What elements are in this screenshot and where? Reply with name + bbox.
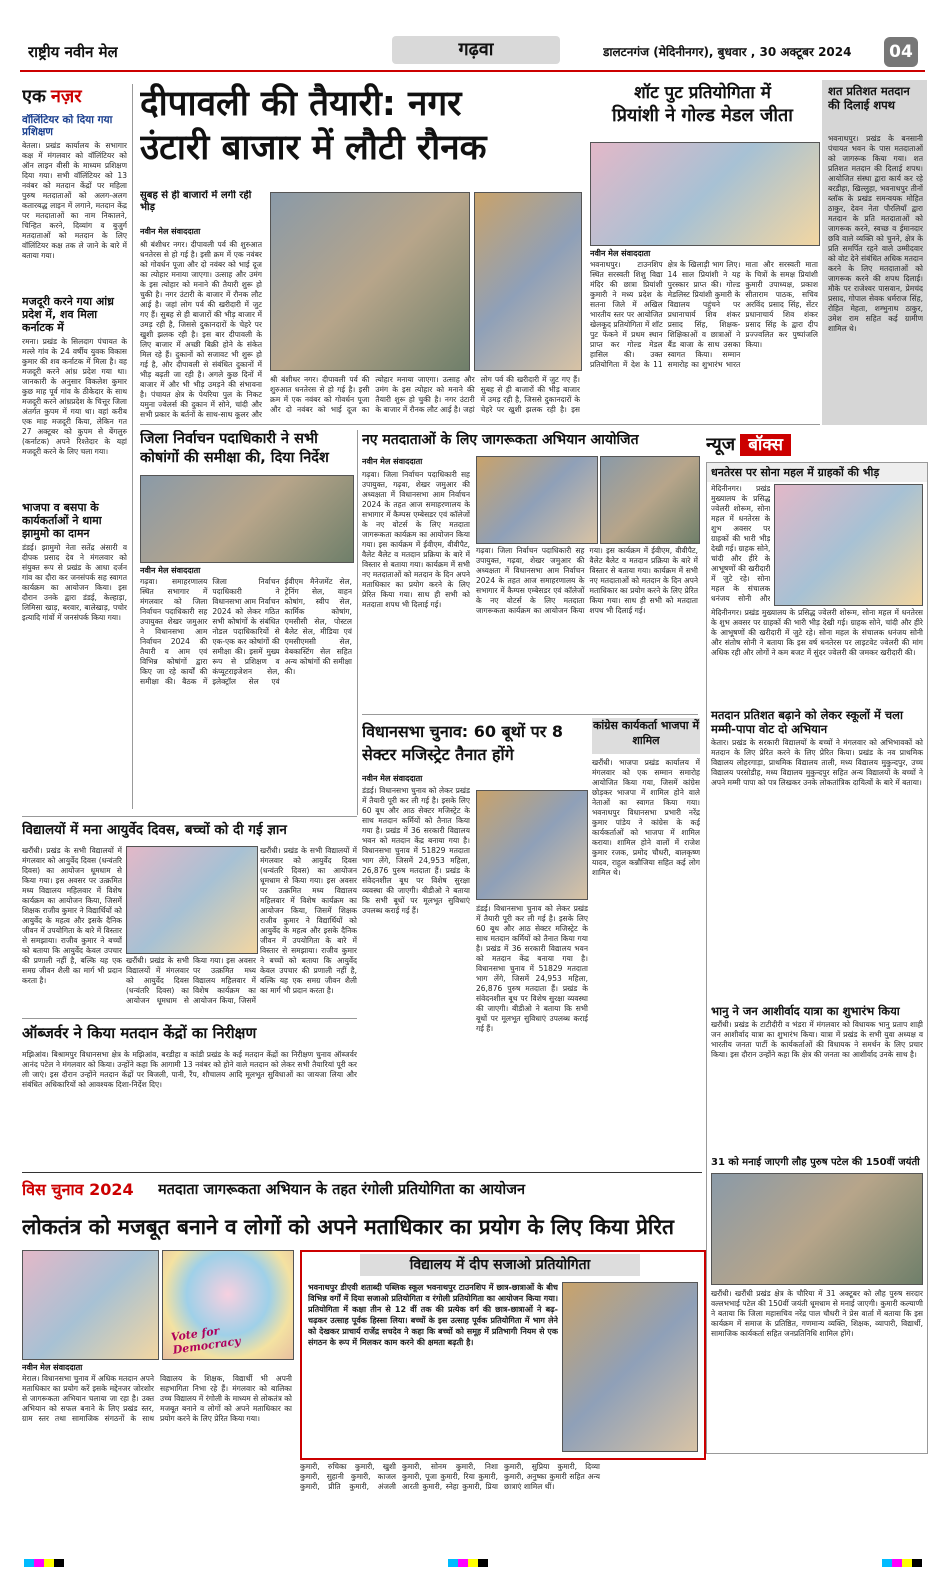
vis-chunav-text: मेराल। विधानसभा चुनाव में अधिक मतदान अपने मताधिकार का प्रयोग करें इसके मद्देनजर जोरशोर से जागरूकता अभियान चलाया जा रहा है। उक्त अभियान को सफल बनाने के लिए प्रखंड स्तर, ग्राम स्तर तथा सामाजिक संगठनों के साथ विद्यालय के शिक्षक, विद्यार्थी भी अपनी सहभागिता निभा रहे हैं। मंगलवार को बालिका उच्च विद्यालय में रंगोली के माध्यम से लोकतंत्र को मजबूत बनाने व लोगों को अपने मताधिकार का प्रयोग करने के लिए प्रेरित किया गया। [22, 1374, 292, 1423]
section-title: गढ़वा [392, 36, 560, 64]
main-byline: नवीन मेल संवाददाता [140, 227, 201, 236]
left-column [22, 114, 127, 634]
news-box-s4-title: 31 को मनाई जाएगी लौह पुरुष पटेल की 150वीं जयंती [711, 1157, 920, 1168]
main-text-col2: श्री बंशीधर नगर। दीपावली पर्व की शुरुआत धनतेरस से हो गई है। इसी क्रम में एक नवंबर को गोवर्धन पूजा और दो नवंबर को भाई दूज का त्योहार मनाया जाएगा। उत्साह और उमंग के इस त्योहार को मनाने की तैयारी शुरू हो चुकी है। नगर उंटारी के बाजार में रौनक लौट आई है। जहां लोग पर्व की खरीदारी में जुट गए हैं। सुबह से ही बाजारों की भीड़ बाजार में उमड़ रही है, जिससे दुकानदारों के चेहरे पर खुशी झलक रही है। इस [270, 375, 580, 414]
news-box-s2-title: मतदान प्रतिशत बढ़ाने को लेकर स्कूलों में चला मम्मी-पापा वोट दो अभियान [711, 708, 903, 736]
ayurveda-text-2: खरौंधी। प्रखंड के सभी विद्यालयों में मंगलवार को आयुर्वेद दिवस (धन्वंतरि दिवस) का आयोजन धूमधाम से किया गया। इस अवसर पर उत्क्रमित मध्य विद्यालय महिलवार में विशेष कार्यक्रम का आयोजन किया, जिसमें [126, 956, 256, 1005]
deep-sajao-title: विद्यालय में दीप सजाओ प्रतियोगिता [360, 1254, 640, 1276]
shat-pratishat-title: शत प्रतिशत मतदान की दिलाई शपथ [828, 84, 910, 112]
print-marks-right [882, 1559, 922, 1567]
divider-6 [22, 1172, 702, 1173]
ayurveda-photo [126, 846, 258, 954]
district-officer-text: गढ़वा। समाहरणालय स्थित सभागार में मंगलवार को जिला निर्वाचन पदाधिकारी सह उपायुक्त शेखर जमुआर ने विधानसभा आम निर्वाचन 2024 की तैयारी व आम एवं विभिन्न कोषांगों द्वारा किए जा रहे कार्यों की समीक्षा की। बैठक में जिला निर्वाचन पदाधिकारी ने विधानसभा आम निर्वाचन 2024 को लेकर गठित सभी कोषांगों के संबंधित नोडल पदाधिकारियों से एक-एक कर कोषांगों की समीक्षा की। इसमें मुख्य रूप से प्रशिक्षण व कंप्यूटराइजेशन सेल, इलेक्ट्रॉल सेल एवं ईवीएम मैनेजमेंट सेल, ट्रेनिंग सेल, वाहन कोषांग, स्वीप सेल, कार्मिक कोषांग, एमसीसी सेल, पोस्टल बैलेट सेल, मीडिया एवं एमसीएमसी सेल, वेबकास्टिंग सेल सहित अन्य कोषांगों की समीक्षा की। [140, 577, 352, 686]
assembly-election-text-1: डंडई। विधानसभा चुनाव को लेकर प्रखंड में तैयारी पूरी कर ली गई है। इसके लिए 60 बूथ और आठ सेक्टर मजिस्ट्रेट के साथ मतदान कर्मियों को तैनात किया गया है। प्रखंड में 36 सरकारी विद्यालय भवन को मतदान केंद्र बनाया गया है। विधानसभा चुनाव में 51829 मतदाता भाग लेंगे, जिसमें 24,953 महिला, 26,876 पुरुष मतदाता हैं। प्रखंड के संवेदनशील बूथ पर विशेष सुरक्षा व्यवस्था की जाएगी। बीडीओ ने बताया कि सभी बूथों पर मूलभूत सुविधाएं उपलब्ध कराई गई हैं। [362, 786, 470, 915]
rangoli-caption: Vote for Democracy [170, 1324, 242, 1357]
new-voters-byline: नवीन मेल संवाददाता [362, 457, 423, 466]
left-s1-text: बेतला। प्रखंड कार्यालय के सभागार कक्ष में मंगलवार को वॉलिंटियर को ऑन लाइन वीसी के माध्यम प्रशिक्षण दिया गया। सभी वॉलिंटियर को 13 नवंबर को मतदान केंद्रों पर महिला पुरुष मतदाताओं को अलग-अलग कतारबद्ध लाइन में लगाने, मतदान केंद्र पर मतदाताओं का नाम निकालने, चिन्हित करने, दिव्यांग व बुजुर्ग मतदाताओं को मतदान के लिए वॉलिंटियर कक्ष तक ले जाने के बारे में बताया गया। [22, 141, 127, 260]
left-s3-title: भाजपा व बसपा के कार्यकर्ताओं ने थामा झामुमो का दामन [22, 501, 102, 540]
ayurveda-text-1: खरौंधी। प्रखंड के सभी विद्यालयों में मंगलवार को आयुर्वेद दिवस (धन्वंतरि दिवस) का आयोजन धूमधाम से किया गया। इस अवसर पर उत्क्रमित मध्य विद्यालय महिलवार में विशेष कार्यक्रम का आयोजन किया, जिसमें शिक्षक राजीव कुमार ने विद्यार्थियों को आयुर्वेद के महत्व और इसके दैनिक जीवन में उपयोगिता के बारे में विस्तार से समझाया। राजीव कुमार ने बच्चों को बताया कि आयुर्वेद केवल उपचार की प्रणाली नहीं है, बल्कि यह एक समग्र जीवन शैली का मार्ग भी प्रदान करता है। [22, 846, 122, 985]
jewellery-photo [774, 484, 923, 606]
main-text-col1: श्री बंशीधर नगर। दीपावली पर्व की शुरुआत धनतेरस से हो गई है। इसी क्रम में एक नवंबर को गोवर्धन पूजा और दो नवंबर को भाई दूज का त्योहार मनाया जाएगा। उत्साह और उमंग के इस त्योहार को मनाने की तैयारी शुरू हो चुकी है। नगर उंटारी के बाजार में रौनक लौट आई है। जहां लोग पर्व की खरीदारी में जुट गए हैं। सुबह से ही बाजारों की भीड़ बाजार में उमड़ रही है, जिससे दुकानदारों के चेहरे पर खुशी झलक रही है। इस बार दीपावली के लिए बाजार में अच्छी बिक्री होने के संकेत मिल रहे हैं। दुकानों को सजावट भी शुरू हो गई है, और दीपावली से संबंधित दुकानों में भीड़ बढ़ती जा रही है। अगले कुछ दिनों में बाजार में और भी भीड़ उमड़ने की संभावना है। पंचायत क्षेत्र के पेयरिया पुल के निकट यमुना ज्वेलर्स की दुकान में सोने, चांदी और सभी प्रकार के बर्तनों के साथ-साथ कूलर और [140, 240, 262, 419]
news-box-s3-title: भानु ने जन आशीर्वाद यात्रा का शुभारंभ किया [711, 1004, 900, 1018]
ayurveda-text-3: खरौंधी। प्रखंड के सभी विद्यालयों में मंगलवार को आयुर्वेद दिवस (धन्वंतरि दिवस) का आयोजन धूमधाम से किया गया। इस अवसर पर उत्क्रमित मध्य विद्यालय महिलवार में विशेष कार्यक्रम का आयोजन किया, जिसमें शिक्षक राजीव कुमार ने विद्यार्थियों को आयुर्वेद के महत्व और इसके दैनिक जीवन में उपयोगिता के बारे में विस्तार से समझाया। राजीव कुमार ने बच्चों को बताया कि आयुर्वेद केवल उपचार की प्रणाली नहीं है, बल्कि यह एक समग्र जीवन शैली का मार्ग भी प्रदान करता है। [260, 846, 357, 995]
news-box [706, 462, 928, 1454]
news-box-s1-title: धनतेरस पर सोना महल में ग्राहकों की भीड़ [707, 463, 927, 482]
print-marks-left [24, 1559, 64, 1567]
patel-text: खरौंधी। खरौंधी प्रखंड क्षेत्र के चौरिया में 31 अक्टूबर को लौह पुरुष सरदार वल्लभभाई पटेल की 150वीं जयंती धूमधाम से मनाई जाएगी। कुमारी कल्याणी ने बताया कि जिला महासचिव नरेंद्र पाल चौधरी ने प्रेस वार्ता में बताया कि इस कार्यक्रम में समाज के प्रतिष्ठित, गणमान्य व्यक्ति, शिक्षक, व्यापारी, विद्यार्थी, सामाजिक कार्यकर्ता सहित जनप्रतिनिधि शामिल होंगे। [711, 1289, 923, 1338]
officer-portrait [476, 790, 588, 900]
vis-chunav-byline: नवीन मेल संवाददाता [22, 1363, 83, 1372]
left-s2-text: रमना। प्रखंड के सिलदाग पंचायत के मल्ले गांव के 24 वर्षीय युवक विकास कुमार की शव कर्नाटक में मिला है। वह मजदूरी करने आंध्र प्रदेश गया था। जानकारी के अनुसार विकलेश कुमार कुछ माह पूर्व गांव के ठीकेदार के साथ मजदूरी करने आंध्रप्रदेश के चित्तूर जिला अंतर्गत कुपम में गया था। वहां करीब एक माह मजदूरी किया, लेकिन गत 27 अक्टूबर को कुपम से बेंगलुरु (कर्नाटक) अपने रिश्तेदार के यहां मजदूरी करने के लिए चला गया। [22, 337, 127, 456]
section-divider [140, 424, 820, 425]
main-headline: दीपावली की तैयारी: नगर उंटारी बाजार में लौटी रौनक [140, 84, 487, 168]
column-divider-2 [357, 430, 358, 815]
vis-chunav-title: मतदाता जागरूकता अभियान के तहत रंगोली प्रतियोगिता का आयोजन [158, 1182, 525, 1198]
page-number: 04 [884, 37, 918, 67]
rangoli-photo [162, 1250, 294, 1360]
left-s1-title: वॉलिंटियर को दिया गया प्रशिक्षण [22, 114, 113, 138]
new-voters-photo-2 [600, 456, 700, 544]
vis-chunav-subtitle: लोकतंत्र को मजबूत बनाने व लोगों को अपने मताधिकार का प्रयोग के लिए किया प्रेरित [22, 1215, 674, 1239]
shat-pratishat-text: भवनाथपुर। प्रखंड के बनसानी पंचायत भवन के पास मतदाताओं को जागरूक किया गया। शत प्रतिशत मतदान की दिलाई शपथ। आयोजित संस्था द्वारा कार्य कर रहे बरडीहा, खिल्लुहा, भवनाथपुर तीनों ब्लॉक के प्रखंड समन्वयक मोहित ठाकुर, देवन नेता पौरलियाँ द्वारा मतदान के प्रति मतदाताओं को जागरूक करने, स्वच्छ व ईमानदार छवि वाले व्यक्ति को चुनने, क्षेत्र के प्रति समर्पित रहने वाले उम्मीदवार को वोट देने संबंधित अधिक मतदान करने के लिए मतदाताओं को जागरूक करने की शपथ दिलाई। मौके पर राजेश्वर पासवान, प्रेमचंद प्रसाद, गोपाल सेवक धर्मराज सिंह, रोहित मेहता, शम्भुनाथ ठाकुर, उमेश राम सहित कई ग्रामीण शामिल थे। [828, 134, 923, 333]
assembly-election-text-2: डंडई। विधानसभा चुनाव को लेकर प्रखंड में तैयारी पूरी कर ली गई है। इसके लिए 60 बूथ और आठ सेक्टर मजिस्ट्रेट के साथ मतदान कर्मियों को तैनात किया गया है। प्रखंड में 36 सरकारी विद्यालय भवन को मतदान केंद्र बनाया गया है। विधानसभा चुनाव में 51829 मतदाता भाग लेंगे, जिसमें 24,953 महिला, 26,876 पुरुष मतदाता हैं। प्रखंड के संवेदनशील बूथ पर विशेष सुरक्षा व्यवस्था की जाएगी। बीडीओ ने बताया कि सभी बूथों पर मूलभूत सुविधाएं उपलब्ध कराई गई हैं। [476, 904, 588, 1033]
ayurveda-title: विद्यालयों में मना आयुर्वेद दिवस, बच्चों को दी गई ज्ञान [22, 822, 287, 838]
vis-chunav-label: विस चुनाव 2024 [22, 1180, 134, 1199]
column-divider [132, 84, 133, 809]
shotput-headline: शॉट पुट प्रतियोगिता में प्रियांशी ने गोल्ड मेडल जीता [612, 83, 793, 126]
shotput-byline: नवीन मेल संवाददाता [590, 249, 651, 258]
news-box-s1-text-a: मेदिनीनगर। प्रखंड मुख्यालय के प्रसिद्ध ज्वेलरी शोरूम, सोना महल में धनतेरस के शुभ अवसर पर ग्राहकों की भारी भीड़ देखी गई। ग्राहक सोने, चांदी और हीरे के आभूषणों की खरीदारी में जुटे रहे। सोना महल के संचालक धनंजय सोनी और [711, 484, 771, 603]
main-kicker: सुबह से ही बाजारों में लगी रही भीड़ [140, 190, 252, 213]
header-rule [20, 70, 925, 72]
news-box-s1-text-b: मेदिनीनगर। प्रखंड मुख्यालय के प्रसिद्ध ज्वेलरी शोरूम, सोना महल में धनतेरस के शुभ अवसर पर ग्राहकों की भारी भीड़ देखी गई। ग्राहक सोने, चांदी और हीरे के आभूषणों की खरीदारी में जुटे रहे। सोना महल के संचालक धनंजय सोनी और संतोष सोनी ने बताया कि इस वर्ष धनतेरस पर लाइटवेट ज्वेलरी की मांग अधिक रही और लोगों ने कम बजट में सुंदर ज्वेलरी की जमकर खरीदारी की। [711, 608, 923, 657]
vis-chunav-names: कुमारी, रुचिका कुमारी, खुशी कुमारी, सुहानी कुमारी, काजल कुमारी, प्रीति कुमारी, अंजली कुमारी, सोनम कुमारी, निशा कुमारी, पूजा कुमारी, रिया कुमारी, आरती कुमारी, स्नेहा कुमारी, प्रिया कुमारी, सुप्रिया कुमारी, दिव्या कुमारी, अनुष्का कुमारी सहित अन्य छात्राएं शामिल थीं। [300, 1462, 600, 1491]
district-officer-title: जिला निर्वाचन पदाधिकारी ने सभी कोषांगों की समीक्षा की, दिया निर्देश [140, 431, 329, 466]
deep-sajao-text: भवनाथपुर डीएवी शताब्दी पब्लिक स्कूल भवनाथपुर टाउनशिप में छात्र-छात्राओं के बीच विभिन्न वर्गों में दिया सजाओ प्रतियोगिता व रंगोली प्रतियोगिता का आयोजन किया गया। प्रतियोगिता में कक्षा तीन से 12 वीं तक की प्रत्येक वर्ग की छात्र-छात्राओं ने बढ़-चढ़कर उत्साह पूर्वक हिस्सा लिया। बच्चों के इस उत्साह पूर्वक प्रतियोगिता में भाग लेने को देखकर प्राचार्य राजेंद्र सचदेव ने कहा कि बच्चों को समूह में प्रतिभागी नियम से एक संगठन के रूप में मिलकर काम करने की क्षमता बढ़ती है। [308, 1283, 558, 1347]
observer-title: ऑब्जर्वर ने किया मतदान केंद्रों का निरीक्षण [22, 1024, 257, 1042]
district-officer-byline: नवीन मेल संवाददाता [140, 566, 201, 575]
ek-nazar-label: एक नज़र [22, 86, 82, 107]
shotput-text: भवनाथपुर। टाउनशिप स्थित सरस्वती शिशु विद्या मंदिर की छात्रा प्रियांशी कुमारी ने मध्य प्रदेश के सतना जिले में अखिल भारतीय स्तर पर आयोजित खेलकूद प्रतियोगिता में शॉट पुट फेंकने में प्रथम स्थान प्राप्त कर गोल्ड मेडल हासिल की। उक्त प्रतियोगिता में देश के 11 क्षेत्र के खिलाड़ी भाग लिए। 14 साल प्रियांशी ने यह पुरस्कार प्राप्त की। गोल्ड मेडलिस्ट प्रियांशी कुमारी के विद्यालय पहुंचने पर प्रधानाचार्य शिव शंकर प्रसाद सिंह, शिक्षक-शिक्षिकाओं व छात्राओं ने बैंड बाजा के साथ उसका स्वागत किया। सम्मान समारोह का शुभारंभ भारत माता और सरस्वती माता के चित्रों के समक्ष प्रियांशी कुमारी उपाध्यक्ष, प्रकाश सीताराम पाठक, सचिव अरविंद प्रसाद सिंह, सेंटर प्रधानाचार्य शिव शंकर प्रसाद सिंह के द्वारा दीप प्रज्ज्वलित कर पुष्पांजलि किया। [590, 260, 818, 369]
news-box-s3-text: खरौंधी। प्रखंड के टाटीदीरी व भंडरा में मंगलवार को विधायक भानु प्रताप शाही जन आशीर्वाद यात्रा का शुभारंभ किया। यात्रा में प्रखंड के सभी युवा अध्यक्ष व भारतीय जनता पार्टी के कार्यकर्ताओं की विधायक ने समर्थन के लिए प्रचार किया। इस दौरान उन्होंने कहा कि क्षेत्र की जनता का आशीर्वाद उनके साथ है। [711, 1020, 923, 1059]
news-box-s2-text: केतार। प्रखंड के सरकारी विद्यालयों के बच्चों ने मंगलवार को अभिभावकों को मतदान के लिए प्रेरित करने के लिए प्रेरित किया। प्रखंड के नव प्राथमिक विद्यालय लोहरगाड़ा, प्राथमिक विद्यालय ताली, मध्य विद्यालय मुकुन्दपुर, उच्च विद्यालय परसोडीह, मध्य विद्यालय मुकुन्दपुर सहित अन्य विद्यालयों के बच्चों ने अपने मम्मी पापा को पत्र लिखकर उनके लोकतांत्रिक दायित्वों के बारे में बताया। [711, 738, 923, 787]
market-photo-1 [270, 192, 470, 371]
district-officer-photo [140, 475, 354, 563]
divider-4 [22, 816, 357, 817]
new-voters-photo-1 [476, 456, 598, 544]
news-box-label: न्यूज बॉक्स [706, 432, 926, 462]
congress-title: कांग्रेस कार्यकर्ता भाजपा में शामिल [592, 718, 700, 754]
patel-meeting-photo [711, 1173, 923, 1285]
paper-name: राष्ट्रीय नवीन मेल [28, 43, 118, 61]
deep-sajao-photo [562, 1282, 698, 1452]
divider-5 [22, 1018, 357, 1019]
divider-3 [362, 714, 698, 715]
left-s2-title: मजदूरी करने गया आंध्र प्रदेश में, शव मिला कर्नाटक में [22, 295, 114, 334]
left-s3-text: डंडई। झामुमो नेता सतेंद्र अंसारी व दीपक प्रसाद देव ने मंगलवार को संयुक्त रूप से प्रखंड के आधा दर्जन गांव का दौरा कर जनसंपर्क सह स्वागत कार्यक्रम का आयोजन किया। इस दौरान उनके द्वारा डंडई, केल्हाड़ा, लिमिसा खाड़, बरवार, बालेखाड़, पचोर इत्यादि गांवों में जनसंपर्क किया गया। [22, 543, 127, 622]
new-voters-text-1: गढ़वा। जिला निर्वाचन पदाधिकारी सह उपायुक्त, गढ़वा, शेखर जमुआर की अध्यक्षता में विधानसभा आम निर्वाचन 2024 के तहत आज समाहरणालय के सभागार में कैम्पस एम्बेसडर एवं कॉलेजों के नए वोटर्स के लिए मतदाता जागरूकता कार्यक्रम का आयोजन किया गया। इस कार्यक्रम में ईवीएम, वीवीपैट, वैलेट बैलेट व मतदान प्रक्रिया के बारे में विस्तार से बताया गया। कार्यक्रम में सभी नए मतदाताओं को मतदान के दिन अपने मताधिकार का प्रयोग करने के लिए प्रेरित किया गया। साथ ही सभी को मतदाता शपथ भी दिलाई गई। [362, 470, 470, 609]
assembly-election-title: विधानसभा चुनाव: 60 बूथों पर 8 सेक्टर मजिस्ट्रेट तैनात होंगे [362, 722, 563, 764]
rangoli-students-photo [22, 1250, 159, 1360]
new-voters-text-2: गढ़वा। जिला निर्वाचन पदाधिकारी सह उपायुक्त, गढ़वा, शेखर जमुआर की अध्यक्षता में विधानसभा आम निर्वाचन 2024 के तहत आज समाहरणालय के सभागार में कैम्पस एम्बेसडर एवं कॉलेजों के नए वोटर्स के लिए मतदाता जागरूकता कार्यक्रम का आयोजन किया गया। इस कार्यक्रम में ईवीएम, वीवीपैट, वैलेट बैलेट व मतदान प्रक्रिया के बारे में विस्तार से बताया गया। कार्यक्रम में सभी नए मतदाताओं को मतदान के दिन अपने मताधिकार का प्रयोग करने के लिए प्रेरित किया गया। साथ ही सभी को मतदाता शपथ भी दिलाई गई। [476, 546, 698, 615]
shotput-photo [590, 142, 820, 246]
congress-text: खरौंधी। भाजपा प्रखंड कार्यालय में मंगलवार को एक सम्मान समारोह आयोजित किया गया, जिसमें कांग्रेस छोड़कर भाजपा में शामिल होने वाले नेताओं का स्वागत किया गया। भवनाथपुर विधानसभा प्रभारी नरेंद्र कुमार पांडेय ने कांग्रेस के कई कार्यकर्ताओं को भाजपा में शामिल कराया। शामिल होने वालों में राजेश कुमार रजक, प्रमोद चौधरी, बालकृष्ण यादव, राहुल कन्नौजिया सहित कई लोग शामिल थे। [592, 758, 700, 877]
assembly-election-byline: नवीन मेल संवाददाता [362, 774, 423, 783]
observer-text: मझिआंव। बिश्रामपुर विधानसभा क्षेत्र के मझिआंव, बरडीहा व कांडी प्रखंड के कई मतदान केंद्रों का निरीक्षण चुनाव ऑब्जर्वर आनंद पटेल ने मंगलवार को किया। उन्होंने कहा कि आगामी 13 नवंबर को होने वाले मतदान को लेकर सभी तैयारियां पूरी कर ली जाएं। इस दौरान उन्होंने मतदान केंद्रों पर बिजली, पानी, रैंप, शौचालय आदि मूलभूत सुविधाओं का जायजा लिया और संबंधित अधिकारियों को आवश्यक दिशा-निर्देश दिए। [22, 1050, 357, 1089]
dateline: डालटनगंज (मेदिनीनगर), बुधवार , 30 अक्टूबर 2024 [603, 45, 852, 59]
new-voters-title: नए मतदाताओं के लिए जागरूकता अभियान आयोजित [362, 432, 639, 448]
print-marks-center [448, 1559, 488, 1567]
market-photo-2 [474, 192, 582, 371]
